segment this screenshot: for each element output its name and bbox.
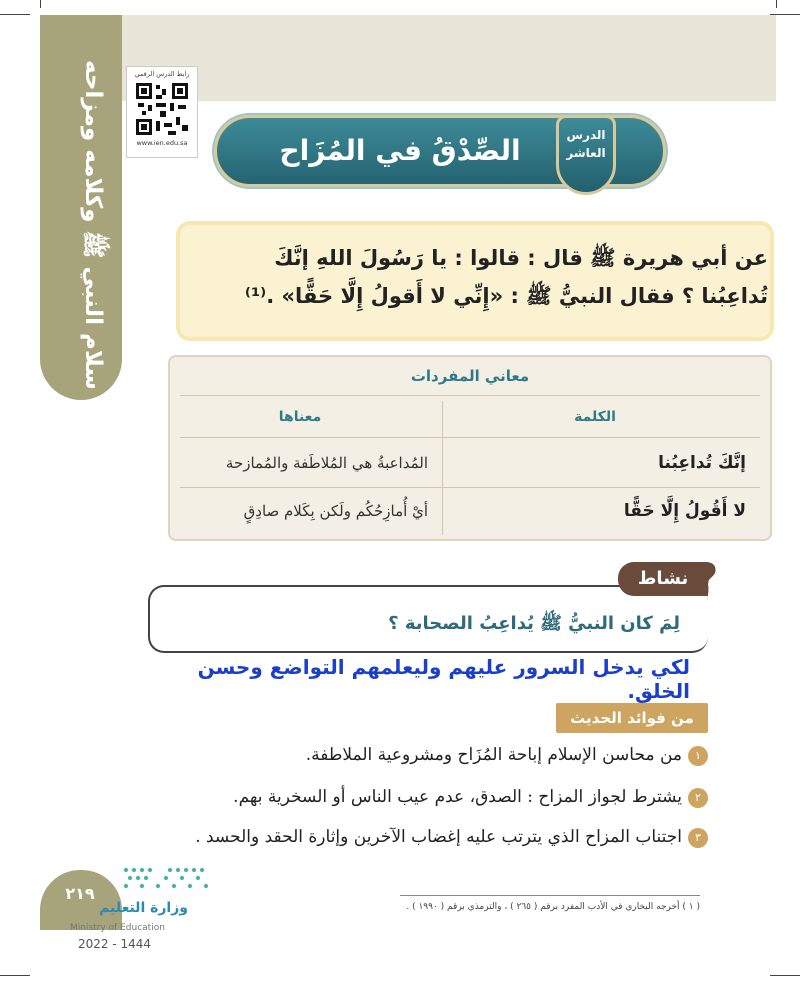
page-number: ٢١٩ xyxy=(65,884,95,903)
divider xyxy=(180,395,760,396)
qr-panel[interactable] xyxy=(126,66,198,158)
table-row-word: لا أَقُولُ إِلَّا حَقًّا xyxy=(623,501,746,521)
table-row-word: إنَّكَ تُداعِبُنا xyxy=(658,453,746,473)
benefit-text: من محاسن الإسلام إباحة المُزَاح ومشروعية الملاطفة. xyxy=(305,745,682,765)
column-header-meaning: معناها xyxy=(278,409,322,425)
edition-year: 2022 - 1444 xyxy=(78,937,152,951)
lesson-title: الصِّدْقُ في المُزَاح xyxy=(279,134,521,167)
crop-mark xyxy=(40,0,41,8)
table-row-meaning: المُداعبةُ هي المُلاطَفة والمُمازحة xyxy=(225,454,428,472)
list-item xyxy=(88,827,708,848)
list-item xyxy=(88,787,708,808)
footnote-divider xyxy=(400,895,700,896)
question-mark-icon: ? xyxy=(693,554,719,603)
lesson-ordinal: العاشر xyxy=(566,146,606,160)
activity-answer[interactable]: لكي يدخل السرور عليهم وليعلمهم التواضع وحسن الخلق. xyxy=(197,655,690,703)
qr-caption: رابط الدرس الرقمي xyxy=(134,70,190,78)
vocabulary-title: معاني المفردات xyxy=(410,367,530,385)
hadith-line-1: عن أبي هريرة ﷺ قال : قالوا : يا رَسُولَ اللهِ إنَّكَ xyxy=(274,246,768,270)
crop-mark xyxy=(0,14,30,15)
ministry-name-english: Ministry of Education xyxy=(70,923,165,933)
qr-url[interactable]: www.ien.edu.sa xyxy=(136,139,188,147)
number-badge-icon: ٢ xyxy=(688,788,708,808)
benefit-text: اجتناب المزاح الذي يترتب عليه إغضاب الآخرين وإثارة الحقد والحسد . xyxy=(195,827,682,847)
crop-mark xyxy=(0,975,30,976)
lesson-number-badge xyxy=(556,115,616,195)
qr-code-icon[interactable] xyxy=(134,81,190,137)
divider xyxy=(180,437,760,438)
activity-question: لِمَ كان النبيُّ ﷺ يُداعِبُ الصحابة ؟ xyxy=(388,613,680,634)
benefit-text: يشترط لجواز المزاح : الصدق، عدم عيب الناس أو السخرية بهم. xyxy=(233,787,682,807)
benefits-title: من فوائد الحديث xyxy=(556,703,708,733)
footnote: ( ١ ) أخرجه البخاري في الأدب المفرد برقم ( ٢٦٥ ) ، والترمذي برقم ( ١٩٩٠ ) . xyxy=(406,902,700,912)
divider xyxy=(180,487,760,488)
activity-label: نشاط xyxy=(618,562,708,596)
hadith-box xyxy=(180,225,770,337)
number-badge-icon: ١ xyxy=(688,746,708,766)
table-row-meaning: أيْ أُمازِحُكُم ولَكن بِكَلام صادِقٍ xyxy=(243,502,428,520)
ministry-name-arabic: وزارة التعليم xyxy=(99,900,188,916)
column-header-word: الكلمة xyxy=(574,409,616,425)
crop-mark xyxy=(776,0,777,8)
vocabulary-table xyxy=(168,355,772,541)
hadith-line-2: تُداعِبُنا ؟ فقال النبيُّ ﷺ : «إِنِّي لا أَقولُ إِلَّا حَقًّا» .⁽¹⁾ xyxy=(244,284,768,308)
list-item xyxy=(88,745,708,766)
lesson-label: الدرس xyxy=(566,128,606,142)
number-badge-icon: ٣ xyxy=(688,828,708,848)
crop-mark xyxy=(770,975,800,976)
ministry-logo-icon xyxy=(120,864,210,892)
unit-title: سلام النبي ﷺ وكلامه ومزاحه xyxy=(80,60,106,390)
